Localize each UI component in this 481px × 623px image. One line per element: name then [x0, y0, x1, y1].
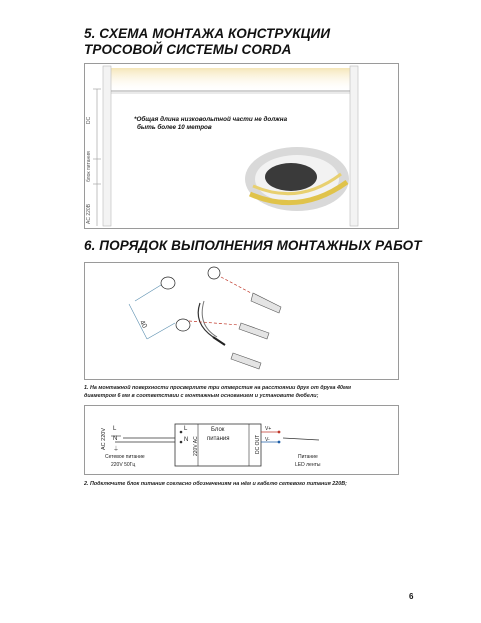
mounting-diagram [84, 262, 399, 380]
v-plus-label: V+ [265, 426, 272, 432]
section-5-title-line1: 5. СХЕМА МОНТАЖА КОНСТРУКЦИИ [84, 26, 331, 41]
length-note-line1: *Общая длина низковольтной части не должна [134, 116, 288, 123]
block-n-label: N [184, 437, 189, 443]
block-l-label: L [184, 426, 188, 432]
supply-label-line2: 220V 50Гц [111, 462, 136, 468]
v-minus-label: V- [265, 437, 270, 443]
input-l-label: L [113, 426, 117, 432]
cable-system-diagram [84, 63, 399, 229]
step2-text: 2. Подключите блок питания согласно обозначениям на нём и кабелю сетевого питания 220В; [84, 481, 347, 487]
cable-system-drawing [85, 64, 398, 228]
length-note-line2: быть более 10 метров [137, 124, 212, 131]
led-label-line1: Питание [298, 454, 318, 460]
block-dc-label: DC OUT [255, 434, 261, 454]
led-label-line2: LED ленты [295, 462, 321, 468]
wiring-diagram [84, 405, 399, 475]
dimension-label: 40 [137, 319, 148, 330]
step1-line2: диаметром 6 мм в соответствии с монтажным основанием и установите дюбели; [84, 393, 319, 399]
input-n-label: N [113, 436, 118, 442]
section-5-title-line2: ТРОСОВОЙ СИСТЕМЫ CORDA [84, 42, 292, 57]
section-6-title: 6. ПОРЯДОК ВЫПОЛНЕНИЯ МОНТАЖНЫХ РАБОТ [84, 238, 422, 253]
power-supply-label: блок питания [86, 151, 92, 182]
input-voltage-label: AC 220V [101, 427, 107, 450]
block-title-line1: Блок [211, 427, 225, 433]
step1-line1: 1. На монтажной поверхности просверлите три отверстия на расстоянии друг от друга 40мм [84, 385, 351, 391]
ground-icon: ⏚ [113, 447, 120, 453]
page-number: 6 [409, 592, 414, 601]
block-ac-label: 220V AC [193, 436, 199, 456]
supply-label-line1: Сетевое питание [105, 454, 145, 460]
mounting-drawing [85, 263, 398, 379]
ac-label: AC 220В [86, 203, 92, 224]
dc-label: DC [86, 116, 92, 124]
block-title-line2: питания [207, 436, 230, 442]
